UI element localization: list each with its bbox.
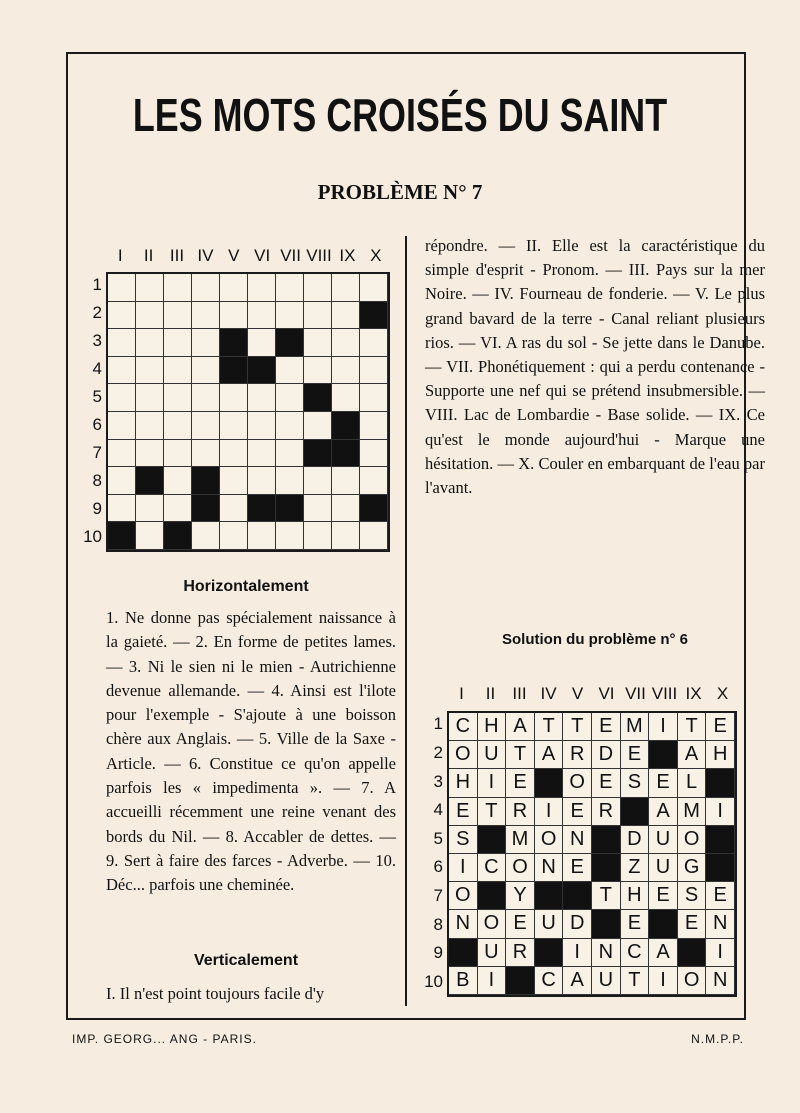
solution-letter: S [621, 769, 650, 797]
black-square [592, 826, 621, 854]
solution-letter: D [592, 741, 621, 769]
empty-square [108, 412, 136, 440]
empty-square [108, 329, 136, 357]
black-square [506, 967, 535, 995]
solution-letter: N [449, 910, 478, 938]
solution-letter: H [621, 882, 650, 910]
black-square [535, 769, 564, 797]
solution-letter: S [678, 882, 707, 910]
solution-letter: I [706, 798, 735, 826]
solution-letter: E [621, 741, 650, 769]
solution-letter: I [478, 769, 507, 797]
column-label: I [459, 684, 464, 703]
black-square [360, 302, 388, 330]
empty-square [304, 495, 332, 523]
solution-letter: O [678, 826, 707, 854]
empty-square [276, 384, 304, 412]
row-label: 9 [433, 943, 443, 963]
empty-square [220, 495, 248, 523]
distributor-credit: N.M.P.P. [691, 1032, 744, 1046]
solution-letter: R [506, 939, 535, 967]
solution-letter: E [506, 910, 535, 938]
black-square [706, 826, 735, 854]
solution-letter: T [563, 713, 592, 741]
empty-square [220, 302, 248, 330]
solution-letter: E [706, 882, 735, 910]
row-label: 5 [433, 828, 443, 848]
row-label: 8 [433, 914, 443, 934]
empty-square [220, 412, 248, 440]
empty-square [276, 522, 304, 550]
solution-letter: T [678, 713, 707, 741]
black-square [136, 467, 164, 495]
solution-letter: U [478, 741, 507, 769]
solution-letter: I [449, 854, 478, 882]
solution-letter: I [649, 713, 678, 741]
empty-square [304, 522, 332, 550]
empty-square [248, 302, 276, 330]
solution-letter: O [563, 769, 592, 797]
empty-square [164, 329, 192, 357]
solution-letter: E [621, 910, 650, 938]
empty-square [164, 467, 192, 495]
black-square [192, 467, 220, 495]
empty-square [332, 274, 360, 302]
empty-square [220, 522, 248, 550]
empty-square [360, 522, 388, 550]
column-label: V [228, 246, 240, 265]
empty-square [332, 522, 360, 550]
column-label: I [117, 246, 123, 265]
solution-letter: E [506, 769, 535, 797]
solution-letter: E [449, 798, 478, 826]
solution-letter: O [478, 910, 507, 938]
black-square [304, 384, 332, 412]
empty-square [164, 384, 192, 412]
empty-square [164, 412, 192, 440]
row-label: 3 [92, 331, 102, 350]
empty-square [220, 467, 248, 495]
empty-square [360, 357, 388, 385]
solution-letter: Y [506, 882, 535, 910]
empty-square [192, 329, 220, 357]
empty-square [360, 467, 388, 495]
empty-square [276, 302, 304, 330]
solution-letter: M [506, 826, 535, 854]
row-label: 7 [92, 443, 102, 462]
column-label: III [512, 684, 527, 703]
solution-letter: N [706, 967, 735, 995]
solution-letter: G [678, 854, 707, 882]
empty-square [164, 495, 192, 523]
empty-square [136, 495, 164, 523]
row-label: 4 [433, 800, 443, 820]
solution-letter: A [649, 798, 678, 826]
printer-credit: IMP. GEORG... ANG - PARIS. [72, 1032, 257, 1046]
black-square [592, 854, 621, 882]
empty-square [108, 440, 136, 468]
empty-square [136, 302, 164, 330]
solution-letter: A [563, 967, 592, 995]
solution-letter: E [563, 798, 592, 826]
solution-letter: I [478, 967, 507, 995]
black-square [621, 798, 650, 826]
row-label: 8 [92, 471, 102, 490]
column-divider [405, 236, 407, 1006]
black-square [220, 329, 248, 357]
empty-square [192, 522, 220, 550]
column-label: VI [254, 246, 271, 265]
empty-square [276, 357, 304, 385]
column-label: V [571, 684, 584, 703]
empty-square [220, 274, 248, 302]
vertical-clues-heading: Verticalement [193, 952, 299, 969]
vertical-clues-continued: répondre. — II. Elle est la caractéristique du simple d'esprit - Pronom. — III. Pays sur la mer Noire. — IV. Fourneau de fonderie. — V. Le plus grand bavard de la terre - Canal reliant plusieurs rios. — VI. A ras du sol - Se jette dans le Danube. — VII. Phonétiquement : qui a perdu contenance - Supporte une nef qui se prétend insubmersible. — VIII. Lac de Lombardie - Base solide. — IX. Ce qu'est le monde aujourd'hui - Marque une hésitation. — X. Couler en embarquant de l'eau par l'avant. [425, 236, 765, 498]
empty-square [192, 274, 220, 302]
solution-letter: E [563, 854, 592, 882]
page-title: LES MOTS CROISÉS DU SAINT [132, 89, 668, 141]
solution-letter: E [678, 910, 707, 938]
solution-letter: U [649, 826, 678, 854]
empty-square [136, 412, 164, 440]
column-label: X [370, 246, 382, 265]
empty-square [192, 440, 220, 468]
empty-square [332, 495, 360, 523]
empty-square [332, 384, 360, 412]
solution-letter: N [592, 939, 621, 967]
solution-letter: A [535, 741, 564, 769]
black-square [332, 412, 360, 440]
solution-letter: I [706, 939, 735, 967]
row-label: 7 [433, 885, 443, 905]
solution-letter: I [649, 967, 678, 995]
black-square [449, 939, 478, 967]
solution-grid [447, 711, 737, 997]
solution-letter: E [649, 882, 678, 910]
column-label: VII [625, 684, 646, 703]
row-label: 10 [83, 527, 102, 546]
solution-letter: M [678, 798, 707, 826]
empty-square [276, 412, 304, 440]
solution-letter: O [535, 826, 564, 854]
empty-square [220, 384, 248, 412]
solution-letter: R [563, 741, 592, 769]
empty-square [360, 440, 388, 468]
solution-letter: H [706, 741, 735, 769]
empty-square [248, 384, 276, 412]
empty-square [108, 357, 136, 385]
empty-square [332, 302, 360, 330]
column-label: VIII [306, 246, 332, 265]
column-label: IV [540, 684, 557, 703]
empty-square [248, 329, 276, 357]
row-label: 10 [424, 971, 443, 991]
solution-letter: N [706, 910, 735, 938]
problem-subtitle: PROBLÈME N° 7 [317, 180, 483, 204]
row-label: 5 [92, 387, 102, 406]
solution-letter: T [621, 967, 650, 995]
empty-square [304, 329, 332, 357]
solution-letter: M [621, 713, 650, 741]
empty-square [304, 467, 332, 495]
solution-letter: O [449, 882, 478, 910]
column-label: IX [339, 246, 356, 265]
black-square [478, 882, 507, 910]
empty-square [304, 412, 332, 440]
row-label: 1 [92, 275, 102, 294]
black-square [360, 495, 388, 523]
empty-square [136, 329, 164, 357]
empty-square [136, 274, 164, 302]
solution-letter: T [478, 798, 507, 826]
empty-square [164, 357, 192, 385]
solution-letter: T [535, 713, 564, 741]
empty-square [304, 274, 332, 302]
solution-letter: C [535, 967, 564, 995]
empty-square [108, 302, 136, 330]
solution-letter: N [535, 854, 564, 882]
empty-square [304, 302, 332, 330]
column-label: II [143, 246, 154, 265]
solution-letter: C [621, 939, 650, 967]
row-label: 1 [433, 714, 443, 734]
solution-letter: C [478, 854, 507, 882]
empty-square [248, 467, 276, 495]
crossword-grid [106, 272, 390, 552]
empty-square [164, 274, 192, 302]
solution-letter: U [592, 967, 621, 995]
column-label: VIII [651, 684, 678, 703]
black-square [592, 910, 621, 938]
empty-square [136, 357, 164, 385]
black-square [706, 769, 735, 797]
solution-letter: D [563, 910, 592, 938]
empty-square [136, 384, 164, 412]
row-label: 9 [92, 499, 102, 518]
solution-letter: O [506, 854, 535, 882]
solution-letter: O [449, 741, 478, 769]
solution-letter: L [678, 769, 707, 797]
black-square [276, 329, 304, 357]
empty-square [360, 412, 388, 440]
empty-square [248, 412, 276, 440]
solution-letter: C [449, 713, 478, 741]
vertical-clues-start: I. Il n'est point toujours facile d'y [106, 984, 325, 1003]
black-square [276, 495, 304, 523]
row-label: 2 [433, 742, 443, 762]
solution-letter: E [706, 713, 735, 741]
solution-letter: T [592, 882, 621, 910]
empty-square [164, 302, 192, 330]
empty-square [108, 467, 136, 495]
solution-letter: A [506, 713, 535, 741]
solution-letter: R [506, 798, 535, 826]
black-square [649, 741, 678, 769]
solution-letter: U [478, 939, 507, 967]
solution-letter: R [592, 798, 621, 826]
solution-letter: N [563, 826, 592, 854]
black-square [248, 357, 276, 385]
empty-square [164, 440, 192, 468]
row-label: 6 [92, 415, 102, 434]
empty-square [248, 274, 276, 302]
empty-square [192, 384, 220, 412]
empty-square [360, 274, 388, 302]
column-label: IX [685, 684, 702, 703]
solution-letter: O [678, 967, 707, 995]
solution-letter: H [449, 769, 478, 797]
solution-letter: D [621, 826, 650, 854]
black-square [304, 440, 332, 468]
black-square [535, 939, 564, 967]
solution-letter: E [592, 769, 621, 797]
empty-square [192, 302, 220, 330]
solution-letter: B [449, 967, 478, 995]
black-square [678, 939, 707, 967]
empty-square [332, 329, 360, 357]
black-square [192, 495, 220, 523]
black-square [563, 882, 592, 910]
black-square [478, 826, 507, 854]
column-label: VII [280, 246, 301, 265]
black-square [706, 854, 735, 882]
empty-square [360, 329, 388, 357]
solution-letter: U [535, 910, 564, 938]
solution-letter: I [563, 939, 592, 967]
solution-heading: Solution du problème n° 6 [502, 631, 688, 648]
row-label: 6 [433, 857, 443, 877]
empty-square [108, 384, 136, 412]
column-label: IV [197, 246, 214, 265]
empty-square [248, 522, 276, 550]
black-square [649, 910, 678, 938]
black-square [108, 522, 136, 550]
row-label: 3 [433, 771, 443, 791]
empty-square [108, 495, 136, 523]
solution-letter: E [649, 769, 678, 797]
black-square [248, 495, 276, 523]
row-label: 4 [92, 359, 102, 378]
empty-square [332, 467, 360, 495]
empty-square [276, 440, 304, 468]
empty-square [136, 440, 164, 468]
black-square [164, 522, 192, 550]
column-label: III [169, 246, 185, 265]
empty-square [108, 274, 136, 302]
solution-letter: E [592, 713, 621, 741]
solution-letter: S [449, 826, 478, 854]
empty-square [248, 440, 276, 468]
solution-letter: H [478, 713, 507, 741]
solution-letter: U [649, 854, 678, 882]
solution-letter: A [678, 741, 707, 769]
horizontal-clues-heading: Horizontalement [183, 578, 309, 595]
solution-letter: A [649, 939, 678, 967]
empty-square [304, 357, 332, 385]
solution-letter: T [506, 741, 535, 769]
black-square [535, 882, 564, 910]
empty-square [332, 357, 360, 385]
column-label: X [716, 684, 729, 703]
row-label: 2 [92, 303, 102, 322]
horizontal-clues: 1. Ne donne pas spécialement naissance à la gaieté. — 2. En forme de petites lames. — 3. Ni le sien ni le mien - Autrichienne devenue allemande. — 4. Ainsi est l'ilote pour l'exemple - S'ajoute à une boisson chère aux Anglais. — 5. Ville de la Saxe - Article. — 6. Constitue ce qu'on appelle parfois les « impedimenta ». — 7. A accueilli récemment une reine venant des bords du Nil. — 8. Accabler de dettes. — 9. Sert à faire des farces - Adverbe. — 10. Déc... parfois une cheminée. [106, 608, 396, 895]
empty-square [136, 522, 164, 550]
empty-square [220, 440, 248, 468]
column-label: II [485, 684, 496, 703]
empty-square [360, 384, 388, 412]
empty-square [276, 274, 304, 302]
black-square [220, 357, 248, 385]
black-square [332, 440, 360, 468]
empty-square [276, 467, 304, 495]
empty-square [192, 412, 220, 440]
solution-letter: I [535, 798, 564, 826]
solution-letter: Z [621, 854, 650, 882]
empty-square [192, 357, 220, 385]
column-label: VI [598, 684, 615, 703]
